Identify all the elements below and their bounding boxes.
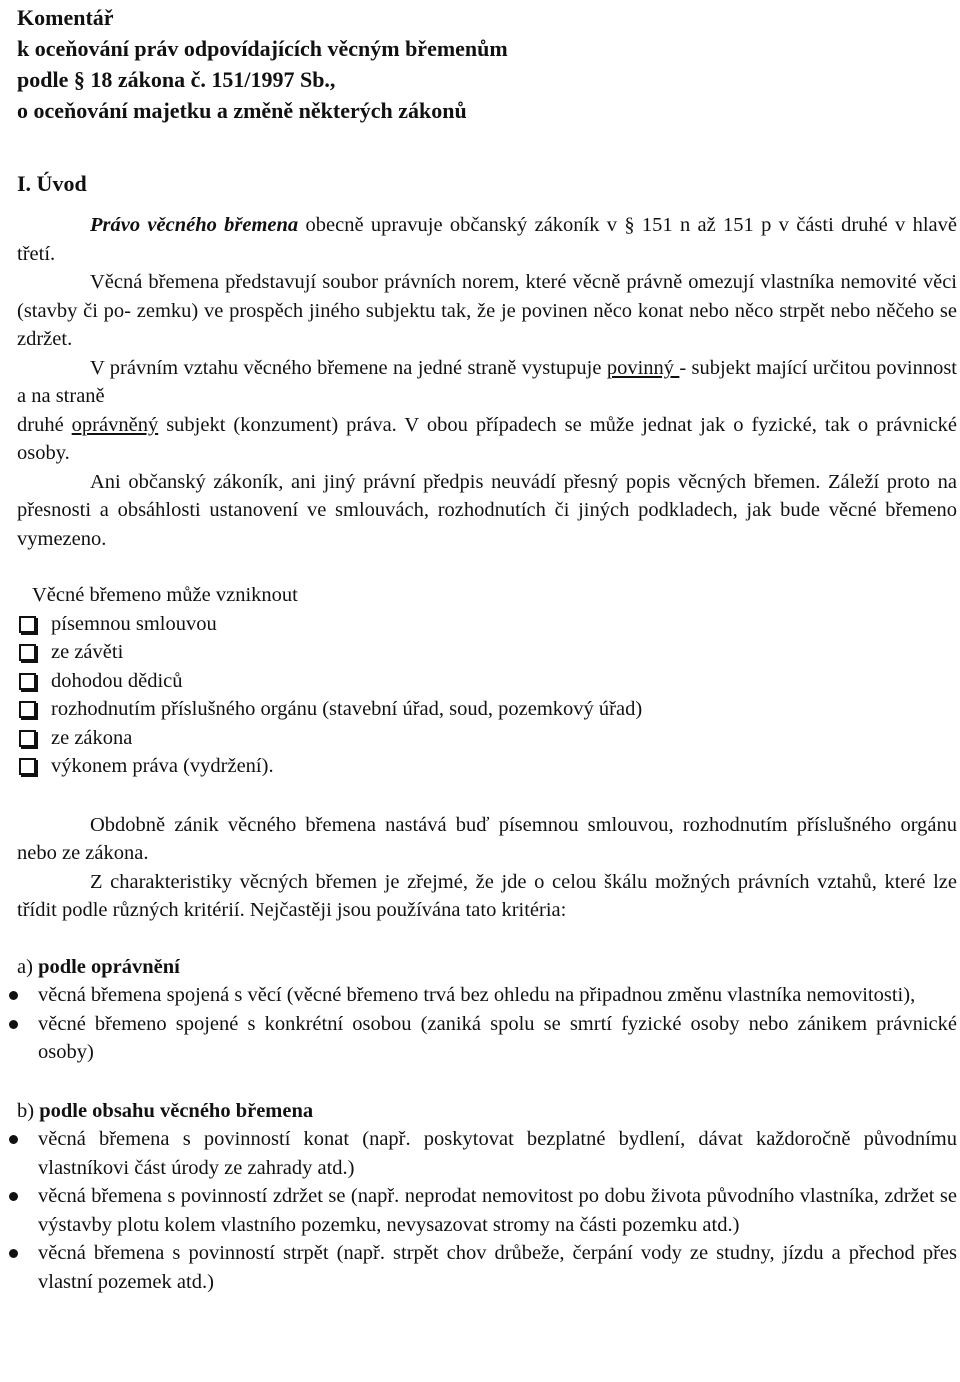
term-povinny: povinný [606, 356, 680, 379]
intro-paragraph-4: Ani občanský zákoník, ani jiný právní předpis neuvádí přesný popis věcných břemen. Záleží proto na přesnosti a obsáhlosti ustanovení ve smlouvách, rozhodnutích či jiných podkladech, jak bude věcné břemeno vymezeno. [17, 470, 957, 550]
checklist-item: rozhodnutím příslušného orgánu (stavební úřad, soud, pozemkový úřad) [17, 695, 957, 724]
checkbox-icon [19, 730, 36, 747]
title-line-1: Komentář [17, 5, 114, 30]
bullet-icon [9, 1192, 18, 1201]
bullet-icon [9, 1020, 18, 1029]
intro-lead-term: Právo věcného břemena [90, 214, 299, 236]
checkbox-icon [19, 616, 36, 633]
origin-checklist [17, 610, 957, 781]
checklist-item: písemnou smlouvou [17, 610, 957, 639]
checklist-item: výkonem práva (vydržení). [17, 752, 957, 781]
intro-p1-text: obecně upravuje občanský zákoník v § 151 n až 151 p v části druhé v hlavě třetí. [17, 214, 957, 265]
list-item: věcné břemeno spojené s konkrétní osobou (zaniká spolu se smrtí fyzické osoby nebo zánikem právnické osoby) [17, 1010, 957, 1067]
section-b-list [17, 1125, 957, 1296]
origin-intro: Věcné břemeno může vzniknout [32, 584, 298, 606]
list-item: věcná břemena s povinností zdržet se (např. neprodat nemovitost po dobu života původního vlastníka, zdržet se výstavby plotu kolem vlastního pozemku, nevysazovat stromy na části pozemku atd.) [17, 1182, 957, 1239]
checkbox-icon [19, 644, 36, 661]
p3-text-b: - subjekt mající určitou povinnost a na straně [17, 356, 957, 407]
list-item: věcná břemena spojená s věcí (věcné břemeno trvá bez ohledu na připadnou změnu vlastníka nemovitosti), [17, 981, 957, 1010]
title-line-2: k oceňování práv odpovídajících věcným břemenům [17, 36, 508, 61]
title-line-4: o oceňování majetku a změně některých zákonů [17, 98, 467, 123]
section-a-list [17, 981, 957, 1067]
document-title [17, 0, 957, 126]
document-page [17, 0, 957, 1296]
section-heading-intro: I. Úvod [17, 171, 87, 196]
intro-paragraph-1 [17, 211, 957, 268]
intro-paragraph-2: Věcná břemena představují soubor právních norem, které věcně právně omezují vlastníka nemovité věci (stavby či po- zemku) ve prospěch jiného subjektu tak, že je povinen něco konat nebo něco strpět nebo něčeho se zdržet. [17, 271, 957, 350]
checklist-item: ze zákona [17, 724, 957, 753]
bullet-icon [9, 1135, 18, 1144]
section-a-heading: a) podle oprávnění [17, 955, 180, 978]
bullet-icon [9, 1249, 18, 1258]
section-a [17, 953, 957, 1067]
p3-text-d: subjekt (konzument) práva. V obou případech se může jednat jak o fyzické, tak o právnické osoby. [17, 413, 957, 464]
checkbox-icon [19, 673, 36, 690]
checklist-item: dohodou dědiců [17, 667, 957, 696]
after-paragraph-2: Z charakteristiky věcných břemen je zřejmé, že jde o celou škálu možných právních vztahů, které lze třídit podle různých kritérií. Nejčastěji jsou používána tato kritéria: [17, 870, 957, 921]
checkbox-icon [19, 758, 36, 775]
list-item: věcná břemena s povinností konat (např. poskytovat bezplatné bydlení, dávat každoročně původnímu vlastníkovi část úrody ze zahrady atd.) [17, 1125, 957, 1182]
bullet-icon [9, 991, 18, 1000]
title-line-3: podle § 18 zákona č. 151/1997 Sb., [17, 67, 336, 92]
p3-text-c: druhé [17, 413, 72, 436]
after-paragraph-1: Obdobně zánik věcného břemena nastává buď písemnou smlouvou, rozhodnutím příslušného orgánu nebo ze zákona. [17, 813, 957, 864]
list-item: věcná břemena s povinností strpět (např. strpět chov drůbeže, čerpání vody ze studny, jízdu a přechod přes vlastní pozemek atd.) [17, 1239, 957, 1296]
intro-paragraph-3 [17, 354, 957, 468]
section-b-heading: b) podle obsahu věcného břemena [17, 1099, 314, 1122]
checklist-item: ze závěti [17, 638, 957, 667]
checkbox-icon [19, 701, 36, 718]
section-b [17, 1097, 957, 1297]
p3-text-a: V právním vztahu věcného břemene na jedné straně vystupuje [90, 356, 607, 379]
term-opravneny: oprávněný [71, 413, 159, 436]
